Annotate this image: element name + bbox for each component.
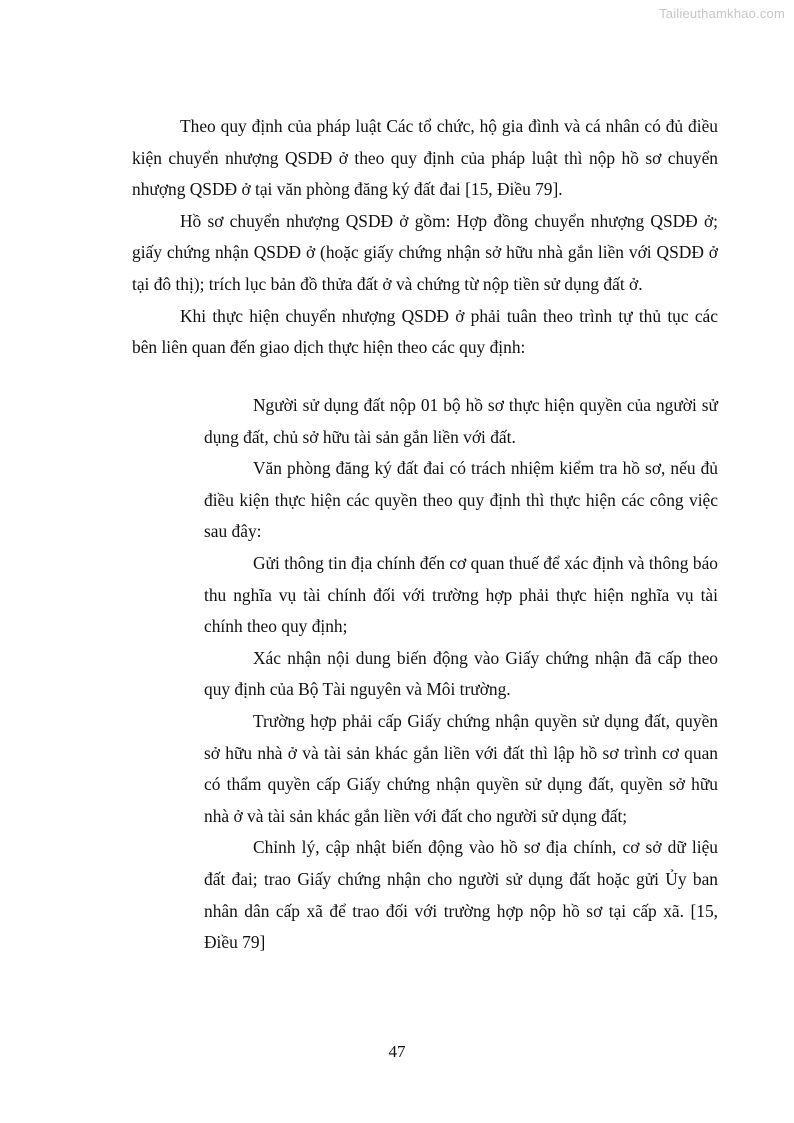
procedure-step: Gửi thông tin địa chính đến cơ quan thuế để xác định và thông báo thu nghĩa vụ tài chính đối với trường hợp phải thực hiện nghĩa vụ tài chính theo quy định; [204,552,718,637]
page-number: 47 [388,1042,406,1061]
main-text [132,111,718,364]
procedure-step: Văn phòng đăng ký đất đai có trách nhiệm kiểm tra hồ sơ, nếu đủ điều kiện thực hiện các quyền theo quy định thì thực hiện các công việc sau đây: [204,458,718,542]
paragraph: Hồ sơ chuyển nhượng QSDĐ ở gồm: Hợp đồng chuyển nhượng QSDĐ ở; giấy chứng nhận QSDĐ ở (hoặc giấy chứng nhận sở hữu nhà gắn liền với QSDĐ ở tại đô thị); trích lục bản đồ thửa đất ở và chứng từ nộp tiền sử dụng đất ở. [132,210,718,294]
procedure-step: Người sử dụng đất nộp 01 bộ hồ sơ thực hiện quyền của người sử dụng đất, chủ sở hữu tài sản gắn liền với đất. [204,395,718,447]
procedure-step: Trường hợp phải cấp Giấy chứng nhận quyền sử dụng đất, quyền sở hữu nhà ở và tài sản khác gắn liền với đất thì lập hồ sơ trình cơ quan có thẩm quyền cấp Giấy chứng nhận quyền sử dụng đất, quyền sở hữu nhà ở và tài sản khác gắn liền với đất cho người sử dụng đất; [204,710,718,826]
procedure-steps [204,390,718,959]
paragraph: Khi thực hiện chuyển nhượng QSDĐ ở phải tuân theo trình tự thủ tục các bên liên quan đến giao dịch thực hiện theo các quy định: [132,305,718,358]
watermark: Tailieuthamkhao.com [659,6,785,21]
procedure-step: Chỉnh lý, cập nhật biến động vào hồ sơ địa chính, cơ sở dữ liệu đất đai; trao Giấy chứng nhận cho người sử dụng đất hoặc gửi Ủy ban nhân dân cấp xã để trao đối với trường hợp nộp hồ sơ tại cấp xã. [15, Điều 79] [204,837,718,953]
procedure-step: Xác nhận nội dung biến động vào Giấy chứng nhận đã cấp theo quy định của Bộ Tài nguyên và Môi trường. [204,647,718,700]
paragraph: Theo quy định của pháp luật Các tổ chức, hộ gia đình và cá nhân có đủ điều kiện chuyển nhượng QSDĐ ở theo quy định của pháp luật thì nộp hồ sơ chuyển nhượng QSDĐ ở tại văn phòng đăng ký đất đai [15, Điều 79]. [132,116,718,200]
